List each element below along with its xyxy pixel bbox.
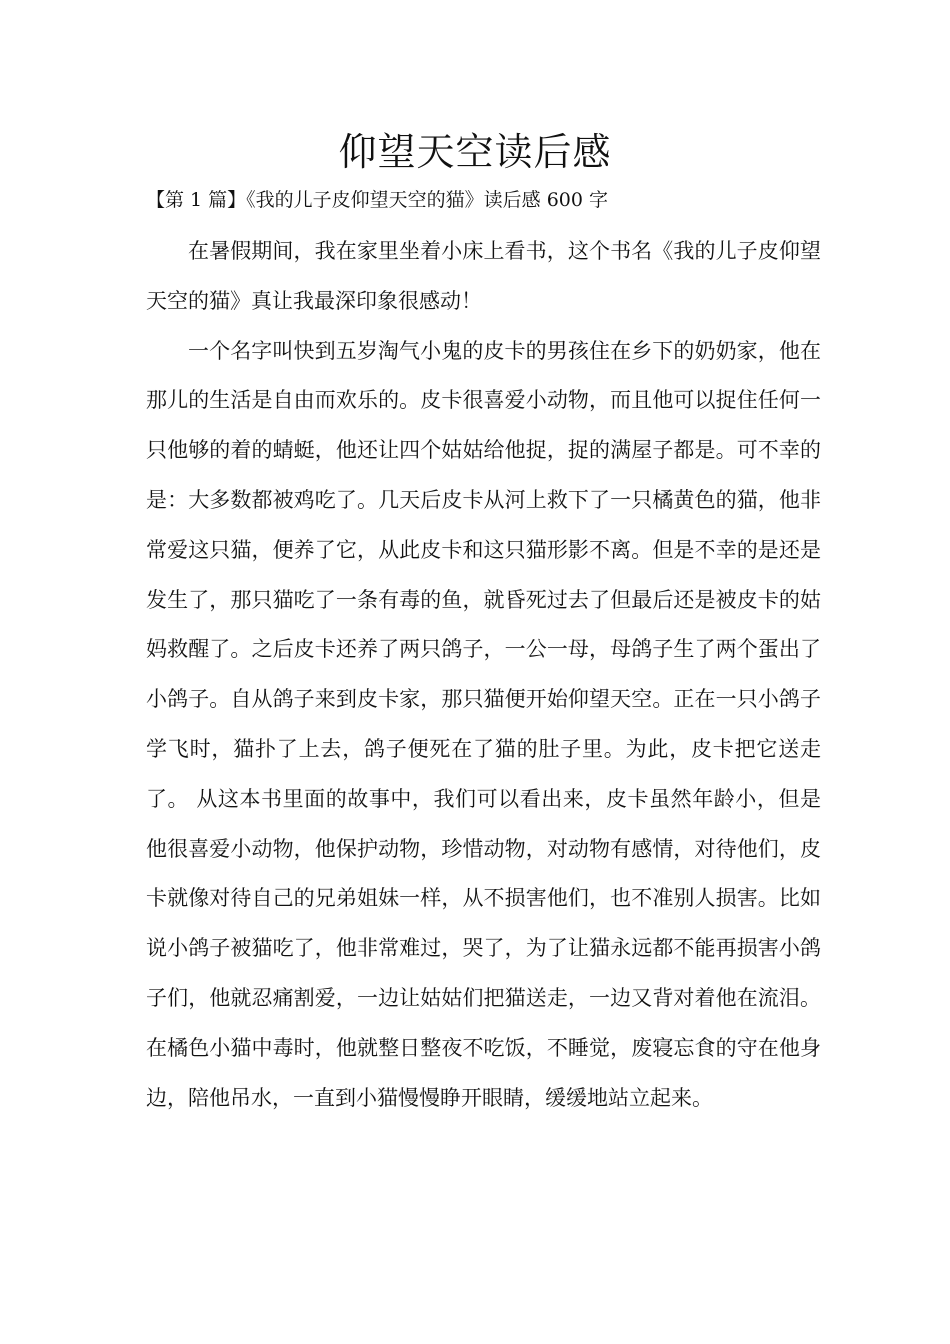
document-title: 仰望天空读后感 [338, 130, 612, 174]
section-heading: 【第 1 篇】《我的儿子皮仰望天空的猫》读后感 600 字 [146, 189, 609, 211]
body-text [146, 227, 821, 1123]
paragraph-1: 在暑假期间，我在家里坐着小床上看书，这个书名《我的儿子皮仰望天空的猫》真让我最深印象很感动！ [146, 239, 821, 313]
paragraph-2: 一个名字叫快到五岁淘气小鬼的皮卡的男孩住在乡下的奶奶家，他在那儿的生活是自由而欢乐的。皮卡很喜爱小动物，而且他可以捉住任何一只他够的着的蜻蜓，他还让四个姑姑给他捉，捉的满屋子都是。可不幸的是：大多数都被鸡吃了。几天后皮卡从河上救下了一只橘黄色的猫，他非常爱这只猫，便养了它，从此皮卡和这只猫形影不离。但是不幸的是还是发生了，那只猫吃了一条有毒的鱼，就昏死过去了但最后还是被皮卡的姑妈救醒了。之后皮卡还养了两只鸽子，一公一母，母鸽子生了两个蛋出了小鸽子。自从鸽子来到皮卡家，那只猫便开始仰望天空。正在一只小鸽子学飞时，猫扑了上去，鸽子便死在了猫的肚子里。为此，皮卡把它送走了。 从这本书里面的故事中，我们可以看出来，皮卡虽然年龄小，但是他很喜爱小动物，他保护动物，珍惜动物，对动物有感情，对待他们，皮卡就像对待自己的兄弟姐妹一样，从不损害他们，也不准别人损害。比如说小鸽子被猫吃了，他非常难过，哭了，为了让猫永远都不能再损害小鸽子们，他就忍痛割爱，一边让姑姑们把猫送走，一边又背对着他在流泪。在橘色小猫中毒时，他就整日整夜不吃饭，不睡觉，废寝忘食的守在他身边，陪他吊水，一直到小猫慢慢睁开眼睛，缓缓地站立起来。 [146, 338, 821, 1110]
